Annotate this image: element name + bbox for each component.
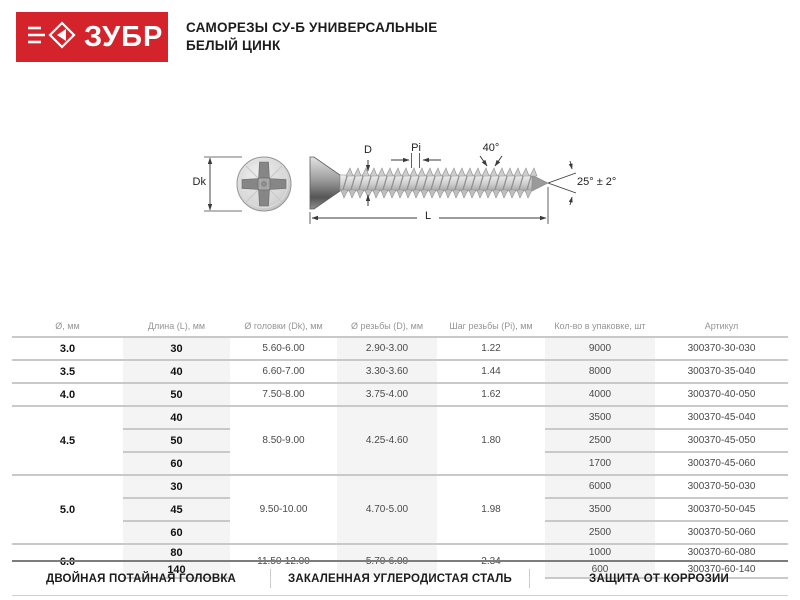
cell-length: 30: [123, 475, 230, 498]
cell-sku: 300370-50-060: [655, 521, 788, 544]
cell-head-diameter: 6.60-7.00: [230, 360, 337, 383]
cell-head-diameter: 5.60-6.00: [230, 337, 337, 360]
col-header-thread-diameter: Ø резьбы (D), мм: [350, 321, 424, 331]
screw-drawing-svg: [180, 135, 630, 247]
cell-sku: 300370-60-140: [655, 561, 788, 578]
cell-length: 50: [123, 383, 230, 406]
col-header-pack-qty: Кол-во в упаковке, шт: [554, 321, 646, 331]
cell-length: 40: [123, 360, 230, 383]
col-header-head-diameter: Ø головки (Dk), мм: [244, 321, 323, 331]
cell-thread-diameter: 5.70-6.00: [337, 544, 437, 578]
cell-length: 30: [123, 337, 230, 360]
features-bar: [12, 560, 788, 596]
cell-sku: 300370-45-050: [655, 429, 788, 452]
cell-diameter: 4.0: [12, 383, 123, 406]
table-row: [12, 337, 788, 360]
label-length: L: [419, 210, 437, 222]
cell-pack-qty: 2500: [545, 429, 655, 452]
table-header-row: [12, 318, 788, 337]
label-thread-diameter: D: [364, 144, 372, 156]
cell-pack-qty: 4000: [545, 383, 655, 406]
table-row: [12, 406, 788, 429]
cell-thread-diameter: 4.25-4.60: [337, 406, 437, 475]
cell-head-diameter: 11.50-12.00: [230, 544, 337, 578]
col-header-length: Длина (L), мм: [147, 321, 206, 331]
cell-pack-qty: 600: [545, 561, 655, 578]
cell-sku: 300370-60-080: [655, 544, 788, 561]
title-line-2: БЕЛЫЙ ЦИНК: [186, 38, 281, 53]
cell-diameter: 3.5: [12, 360, 123, 383]
cell-sku: 300370-50-030: [655, 475, 788, 498]
cell-pack-qty: 2500: [545, 521, 655, 544]
table-row: [12, 360, 788, 383]
cell-pack-qty: 6000: [545, 475, 655, 498]
title-line-1: САМОРЕЗЫ СУ-Б УНИВЕРСАЛЬНЫЕ: [186, 20, 438, 35]
cell-pack-qty: 8000: [545, 360, 655, 383]
product-title: [186, 19, 437, 55]
feature-corrosion-protection: ЗАЩИТА ОТ КОРРОЗИИ: [589, 572, 729, 585]
spec-table: [12, 318, 788, 579]
cell-pitch: 2.34: [437, 544, 545, 578]
table-row: [12, 544, 788, 561]
cell-length: 140: [123, 561, 230, 578]
cell-sku: 300370-45-040: [655, 406, 788, 429]
brand-arrow-icon: [26, 17, 78, 58]
cell-length: 40: [123, 406, 230, 429]
cell-pitch: 1.62: [437, 383, 545, 406]
col-header-pitch: Шаг резьбы (Pi), мм: [449, 321, 533, 331]
cell-pack-qty: 3500: [545, 406, 655, 429]
table-row: [12, 383, 788, 406]
cell-thread-diameter: 3.30-3.60: [337, 360, 437, 383]
cell-sku: 300370-45-060: [655, 452, 788, 475]
spec-table-wrapper: [12, 318, 788, 579]
cell-length: 60: [123, 521, 230, 544]
cell-diameter: 5.0: [12, 475, 123, 544]
label-thread-pitch: Pi: [411, 142, 421, 154]
brand-name: ЗУБР: [84, 20, 164, 53]
cell-length: 45: [123, 498, 230, 521]
brand-logo: [16, 12, 168, 62]
cell-pitch: 1.22: [437, 337, 545, 360]
cell-head-diameter: 8.50-9.00: [230, 406, 337, 475]
cell-pack-qty: 1000: [545, 544, 655, 561]
cell-pitch: 1.80: [437, 406, 545, 475]
cell-pack-qty: 3500: [545, 498, 655, 521]
cell-pack-qty: 9000: [545, 337, 655, 360]
label-tip-angle: 25° ± 2°: [577, 176, 617, 188]
col-header-diameter: Ø, мм: [55, 321, 80, 331]
cell-pack-qty: 1700: [545, 452, 655, 475]
cell-length: 50: [123, 429, 230, 452]
cell-length: 60: [123, 452, 230, 475]
feature-double-countersunk-head: ДВОЙНАЯ ПОТАЙНАЯ ГОЛОВКА: [45, 572, 237, 585]
cell-length: 80: [123, 544, 230, 561]
table-row: [12, 475, 788, 498]
cell-thread-diameter: 4.70-5.00: [337, 475, 437, 544]
label-thread-angle: 40°: [482, 142, 500, 154]
col-header-sku: Артикул: [704, 321, 739, 331]
cell-pitch: 1.44: [437, 360, 545, 383]
feature-hardened-carbon-steel: ЗАКАЛЕННАЯ УГЛЕРОДИСТАЯ СТАЛЬ: [288, 572, 512, 585]
cell-thread-diameter: 2.90-3.00: [337, 337, 437, 360]
cell-pitch: 1.98: [437, 475, 545, 544]
cell-diameter: 6.0: [12, 544, 123, 578]
cell-head-diameter: 9.50-10.00: [230, 475, 337, 544]
cell-sku: 300370-30-030: [655, 337, 788, 360]
cell-sku: 300370-35-040: [655, 360, 788, 383]
cell-sku: 300370-40-050: [655, 383, 788, 406]
cell-sku: 300370-50-045: [655, 498, 788, 521]
screw-technical-drawing: [180, 135, 630, 247]
cell-head-diameter: 7.50-8.00: [230, 383, 337, 406]
label-head-diameter: Dk: [192, 176, 206, 188]
cell-thread-diameter: 3.75-4.00: [337, 383, 437, 406]
cell-diameter: 3.0: [12, 337, 123, 360]
cell-diameter: 4.5: [12, 406, 123, 475]
